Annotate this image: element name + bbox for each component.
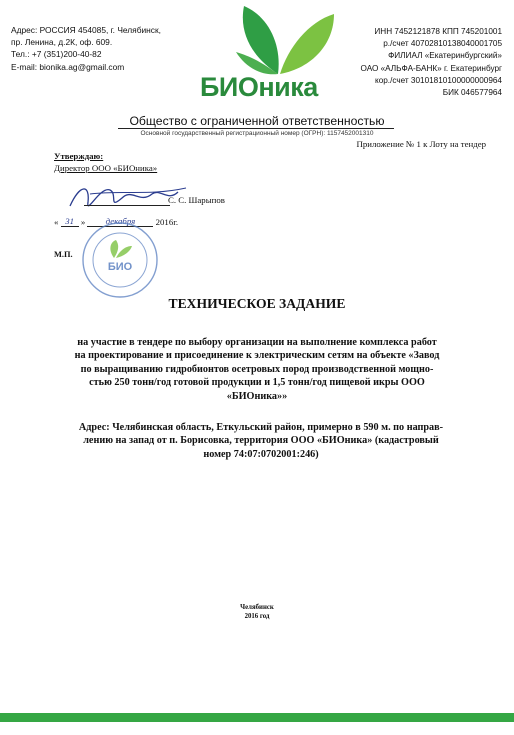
date-quote-close: » bbox=[80, 217, 86, 227]
approval-director: Директор ООО «БИОника» bbox=[54, 163, 158, 173]
registration-number: Основной государственный регистрационный номер (ОГРН): 1157452001310 bbox=[140, 130, 374, 137]
bank-line: ИНН 7452121878 КПП 745201001 bbox=[374, 27, 502, 36]
address-line: пр. Ленина, д.2К, оф. 609. bbox=[11, 37, 113, 48]
stamp-text: БИО bbox=[107, 261, 133, 273]
document-year: 2016 год bbox=[244, 613, 270, 620]
bank-line: ОАО «АЛЬФА-БАНК» г. Екатеринбург bbox=[360, 63, 502, 73]
date-quote-open: « bbox=[54, 217, 59, 227]
stamp-label: М.П. bbox=[54, 250, 73, 259]
site-address bbox=[56, 421, 466, 461]
footer-bar bbox=[0, 713, 514, 722]
signer-name: С. С. Шарыпов bbox=[168, 195, 225, 205]
signature-line bbox=[84, 205, 170, 206]
email-line: E-mail: bionika.ag@gmail.com bbox=[11, 61, 125, 72]
bank-line: ФИЛИАЛ «Екатеринбургский» bbox=[388, 51, 502, 61]
address-line: Адрес: РОССИЯ 454085, г. Челябинск, bbox=[11, 25, 161, 35]
city-name: Челябинск bbox=[240, 604, 274, 611]
company-name: Общество с ограниченной ответственностью bbox=[129, 114, 385, 128]
date-month: декабря bbox=[87, 216, 153, 227]
date-year: 2016г. bbox=[155, 217, 179, 227]
subject-line: стью 250 тонн/год готовой продукции и 1,5 тонн/год пищевой икры ООО bbox=[89, 377, 425, 389]
bank-line: БИК 046577964 bbox=[442, 88, 502, 98]
bank-line: р./счет 40702810138040001705 bbox=[383, 39, 502, 49]
tender-subject bbox=[56, 336, 458, 403]
header-divider bbox=[118, 128, 394, 129]
phone-line: Тел.: +7 (351)200-40-82 bbox=[11, 49, 102, 60]
approval-title: Утверждаю: bbox=[54, 151, 104, 161]
appendix-note: Приложение № 1 к Лоту на тендер bbox=[356, 139, 486, 149]
document-title: ТЕХНИЧЕСКОЕ ЗАДАНИЕ bbox=[168, 296, 346, 311]
subject-line: «БИОника»» bbox=[226, 390, 288, 402]
logo-text: БИОника bbox=[200, 72, 318, 102]
place-and-year bbox=[0, 603, 514, 621]
date-day: 31 bbox=[61, 216, 79, 227]
address-text-line: Адрес: Челябинская область, Еткульский район, примерно в 590 м. по направ- bbox=[78, 422, 444, 433]
company-stamp bbox=[80, 220, 160, 300]
bank-details-block bbox=[361, 26, 503, 99]
company-address-block bbox=[11, 24, 161, 73]
address-text-line: номер 74:07:0702001:246) bbox=[203, 448, 319, 460]
subject-line: по выращиванию гидробионтов осетровых пород производственной мощно- bbox=[80, 363, 434, 375]
subject-line: на участие в тендере по выбору организации на выполнение комплекса работ bbox=[77, 337, 437, 348]
address-text-line: лению на запад от п. Борисовка, территория ООО «БИОника» (кадастровый bbox=[83, 435, 439, 447]
subject-line: на проектирование и присоединение к электрическим сетям на объекте «Завод bbox=[74, 350, 440, 362]
bank-line: кор./счет 30101810100000000964 bbox=[375, 75, 502, 85]
